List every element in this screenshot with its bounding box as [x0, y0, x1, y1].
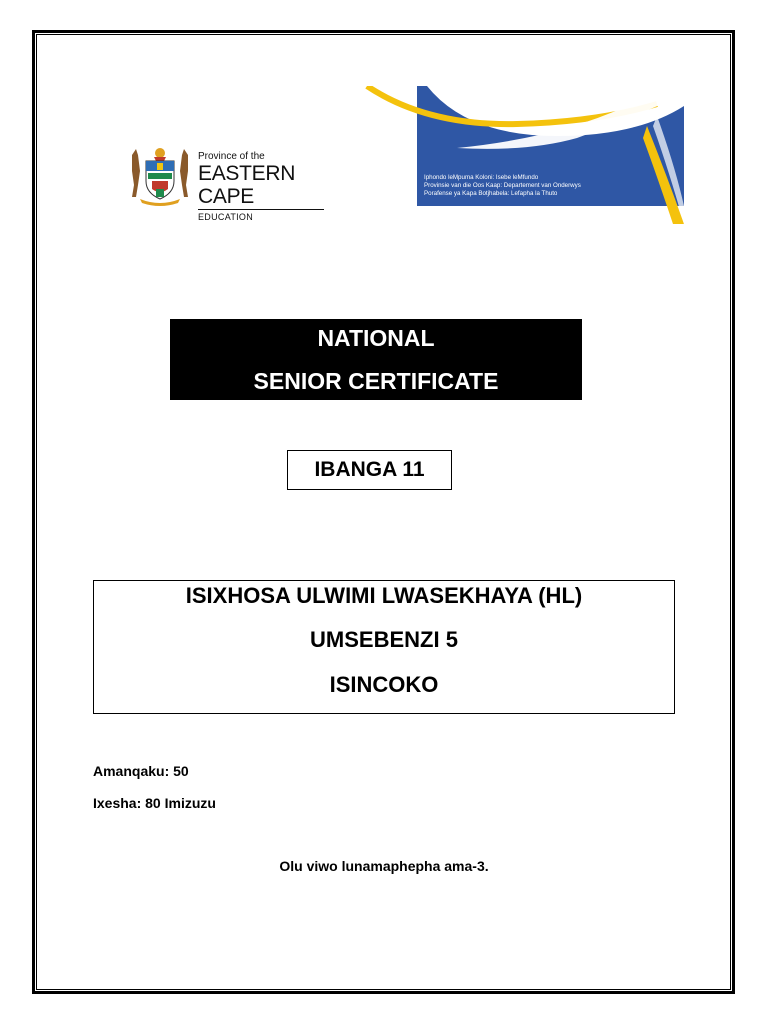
- logo-divider: [198, 209, 324, 210]
- banner-line: Porafense ya Kapa Botjhabela: Lefapha la Thuto: [424, 190, 558, 197]
- grade-label: IBANGA 11: [287, 450, 452, 490]
- marks-label: Amanqaku: 50: [93, 763, 189, 779]
- subject-title: ISIXHOSA ULWIMI LWASEKHAYA (HL): [185, 583, 583, 608]
- time-label: Ixesha: 80 Imizuzu: [93, 795, 216, 811]
- banner-text: [424, 174, 581, 198]
- task-number: UMSEBENZI 5: [310, 627, 458, 652]
- coat-of-arms-icon: [126, 145, 194, 207]
- department-banner: [357, 86, 684, 224]
- logo-province-prefix: Province of the: [198, 151, 265, 162]
- subject-box: [93, 580, 675, 714]
- banner-line: Provinsie van die Oos Kaap: Departement van Onderwys: [424, 182, 581, 189]
- logo-text: [198, 151, 336, 222]
- logo-province-name: EASTERN CAPE: [198, 162, 296, 208]
- department-logo: [126, 145, 336, 222]
- certificate-line-1: NATIONAL: [317, 325, 435, 351]
- logo-department: EDUCATION: [198, 212, 254, 222]
- task-type: ISINCOKO: [329, 672, 439, 697]
- certificate-line-2: SENIOR CERTIFICATE: [253, 368, 499, 394]
- banner-line: Iphondo leMpuma Koloni: Isebe leMfundo: [424, 174, 539, 181]
- page-count-note: Olu viwo lunamaphepha ama-3.: [279, 858, 489, 874]
- certificate-banner: [170, 319, 582, 400]
